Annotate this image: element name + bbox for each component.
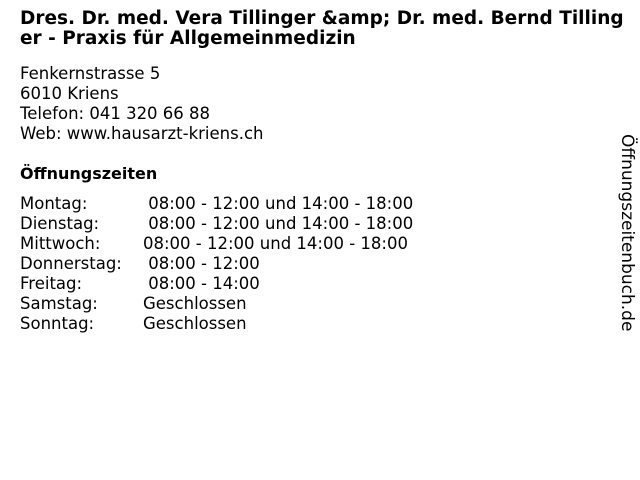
- address-block: [20, 64, 264, 144]
- hours-row-friday: [20, 274, 413, 294]
- opening-hours-heading: Öffnungszeiten: [20, 164, 158, 183]
- day-hours: 08:00 - 12:00: [143, 254, 260, 273]
- day-hours: Geschlossen: [143, 314, 247, 333]
- day-hours: 08:00 - 12:00 und 14:00 - 18:00: [143, 214, 414, 233]
- day-label: Mittwoch:: [20, 234, 101, 253]
- hours-row-wednesday: [20, 234, 413, 254]
- hours-row-sunday: [20, 314, 413, 334]
- website: Web: www.hausarzt-kriens.ch: [20, 124, 264, 143]
- hours-row-monday: [20, 194, 413, 214]
- day-label: Donnerstag:: [20, 254, 122, 273]
- day-label: Freitag:: [20, 274, 83, 293]
- hours-row-thursday: [20, 254, 413, 274]
- day-label: Sonntag:: [20, 314, 95, 333]
- phone-number: Telefon: 041 320 66 88: [20, 104, 211, 123]
- hours-row-saturday: [20, 294, 413, 314]
- day-hours: 08:00 - 14:00: [143, 274, 260, 293]
- hours-row-tuesday: [20, 214, 413, 234]
- street-address: Fenkernstrasse 5: [20, 64, 161, 83]
- day-label: Montag:: [20, 194, 88, 213]
- opening-hours-list: [20, 194, 413, 334]
- day-hours: Geschlossen: [143, 294, 247, 313]
- day-label: Dienstag:: [20, 214, 100, 233]
- city-address: 6010 Kriens: [20, 84, 119, 103]
- practice-title: Dres. Dr. med. Vera Tillinger &amp; Dr. med. Bernd Tillinger - Praxis für Allgemeinmedizin: [20, 8, 624, 49]
- day-hours: 08:00 - 12:00 und 14:00 - 18:00: [143, 234, 408, 253]
- day-label: Samstag:: [20, 294, 98, 313]
- source-watermark: Öffnungszeitenbuch.de: [617, 134, 637, 332]
- day-hours: 08:00 - 12:00 und 14:00 - 18:00: [143, 194, 414, 213]
